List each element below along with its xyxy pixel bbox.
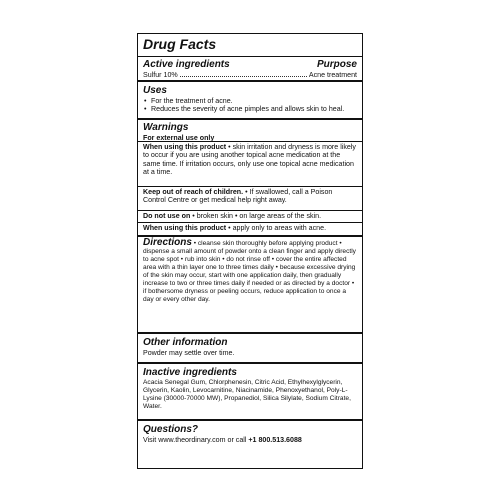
uses-item: • Reduces the severity of acne pimples and allows skin to heal. [151,105,357,113]
when-using-text: • skin irritation and dryness is more likely to occur if you are using another topical acne medication at the same time. If irritation occurs, only use one topical acne medication at a time. [143,143,356,176]
uses-section [138,80,362,118]
inactive-ingredients-heading: Inactive ingredients [143,367,237,378]
do-not-use-label: Do not use on [143,212,191,220]
external-use-only: For external use only [143,134,215,142]
drug-facts-panel [137,33,363,469]
inactive-ingredients-section [138,362,362,419]
warning-do-not-use [138,210,362,222]
when-using-2-text: • apply only to areas with acne. [226,224,327,232]
uses-heading: Uses [143,85,167,96]
warning-keep-out [138,186,362,210]
active-ingredients-heading: Active ingredients [143,59,230,70]
leader-dots [180,76,307,77]
do-not-use-text: • broken skin • on large areas of the skin. [190,212,322,220]
warning-when-using-2 [138,222,362,235]
purpose-heading: Purpose [316,59,357,70]
warnings-header [138,118,362,141]
when-using-2-label: When using this product [143,224,227,232]
directions-text: • cleanse skin thoroughly before applying product • dispense a small amount of powder onto a clean finger and apply directly to acne spot • rub into skin • do not rinse off • cover the entire affected area with a thin layer one to three times daily • because excessive drying of the skin may occur, start with one application daily, then gradually increase to two or three times daily if needed or as directed by a doctor • if bothersome dryness or peeling occurs, reduce application to once a day or every other day. [143,240,356,303]
inactive-ingredients-text: Acacia Senegal Gum, Chlorphenesin, Citric Acid, Ethylhexylglycerin, Glycerin, Kaolin, Levocarnitine, Niacinamide, Phenoxyethanol, Poly-L-Lysine (30000-70000 MW), Propanediol, Silica Silylate, Sodium Citrate, Water. [143,379,351,410]
warnings-heading: Warnings [143,122,189,133]
warning-when-using-1 [138,141,362,186]
questions-heading: Questions? [143,424,199,435]
other-information-text: Powder may settle over time. [143,349,235,357]
active-ingredient: Sulfur 10% [143,71,178,79]
other-information-heading: Other information [143,337,228,348]
questions-phone: +1 800.513.6088 [248,436,302,444]
directions-heading: Directions [143,237,192,248]
directions-section [138,235,362,332]
active-purpose: Acne treatment [308,71,357,79]
active-ingredients-section [138,56,362,80]
keep-out-text: • If swallowed, call a Poison Control Centre or get medical help right away. [143,188,333,205]
when-using-label: When using this product [143,143,227,151]
keep-out-label: Keep out of reach of children. [143,188,244,196]
drug-facts-title: Drug Facts [143,36,217,52]
questions-text: Visit www.theordinary.com or call [143,436,249,444]
title-section [138,34,362,56]
other-information-section [138,332,362,362]
uses-item: • For the treatment of acne. [151,97,357,105]
questions-section [138,419,362,459]
